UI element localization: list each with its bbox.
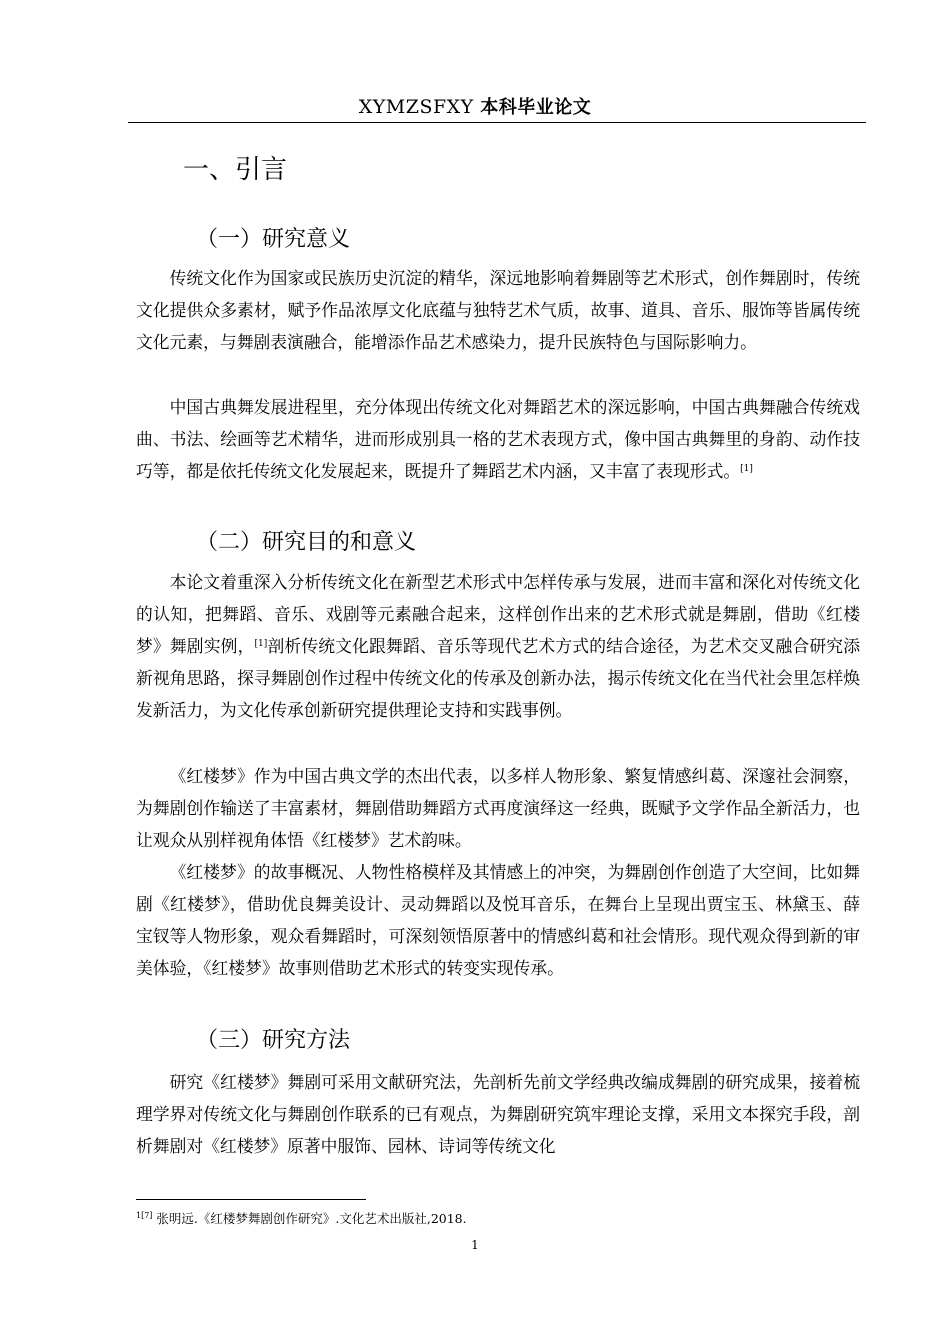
thesis-label: 本科毕业论文 (480, 97, 592, 118)
footnote-text: 张明远.《红楼梦舞剧创作研究》.文化艺术出版社,2018. (156, 1211, 467, 1226)
page-number: 1 (471, 1238, 479, 1252)
section-heading-purpose: （二）研究目的和意义 (196, 530, 417, 555)
paragraph: 《红楼梦》的故事概况、人物性格模样及其情感上的冲突，为舞剧创作创造了大空间，比如舞剧《红楼梦》，借助优良舞美设计、灵动舞蹈以及悦耳音乐，在舞台上呈现出贾宝玉、林黛玉、薛宝钗等人物形象，观众看舞蹈时，可深刻领悟原著中的情感纠葛和社会情形。现代观众得到新的审美体验，《红楼梦》故事则借助艺术形式的转变实现传承。 (136, 862, 860, 978)
section-heading-significance: （一）研究意义 (196, 227, 351, 252)
paragraph: 研究《红楼梦》舞剧可采用文献研究法，先剖析先前文学经典改编成舞剧的研究成果，接着梳理学界对传统文化与舞剧创作联系的已有观点，为舞剧研究筑牢理论支撑，采用文本探究手段，剖析舞剧对《红楼梦》原著中服饰、园林、诗词等传统文化 (136, 1072, 860, 1156)
section-heading-methods: （三）研究方法 (196, 1028, 351, 1053)
paragraph: 中国古典舞发展进程里，充分体现出传统文化对舞蹈艺术的深远影响，中国古典舞融合传统戏曲、书法、绘画等艺术精华，进而形成别具一格的艺术表现方式，像中国古典舞里的身韵、动作技巧等，都是依托传统文化发展起来，既提升了舞蹈艺术内涵，又丰富了表现形式。[1] (136, 397, 860, 481)
school-code: XYMZSFXY (358, 96, 474, 118)
header-title (0, 95, 950, 120)
paragraph: 传统文化作为国家或民族历史沉淀的精华，深远地影响着舞剧等艺术形式，创作舞剧时，传统文化提供众多素材，赋予作品浓厚文化底蕴与独特艺术气质，故事、道具、音乐、服饰等皆属传统文化元素，与舞剧表演融合，能增添作品艺术感染力，提升民族特色与国际影响力。 (136, 268, 860, 352)
paragraph: 《红楼梦》作为中国古典文学的杰出代表，以多样人物形象、繁复情感纠葛、深邃社会洞察，为舞剧创作输送了丰富素材，舞剧借助舞蹈方式再度演绎这一经典，既赋予文学作品全新活力，也让观众从别样视角体悟《红楼梦》艺术韵味。 (136, 766, 860, 850)
citation-ref: [1] (254, 639, 268, 649)
footnote-divider (136, 1199, 366, 1200)
footnote (136, 1209, 467, 1229)
header-divider (128, 122, 866, 123)
citation-ref: [1] (740, 464, 753, 474)
chapter-title: 一、引言 (183, 155, 288, 185)
paragraph: 本论文着重深入分析传统文化在新型艺术形式中怎样传承与发展，进而丰富和深化对传统文化的认知，把舞蹈、音乐、戏剧等元素融合起来，这样创作出来的艺术形式就是舞剧，借助《红楼梦》舞剧实例，[1]剖析传统文化跟舞蹈、音乐等现代艺术方式的结合途径，为艺术交叉融合研究添新视角思路，探寻舞剧创作过程中传统文化的传承及创新办法，揭示传统文化在当代社会里怎样焕发新活力，为文化传承创新研究提供理论支持和实践事例。 (136, 572, 860, 720)
footnote-mark: 1[7] (136, 1211, 153, 1220)
